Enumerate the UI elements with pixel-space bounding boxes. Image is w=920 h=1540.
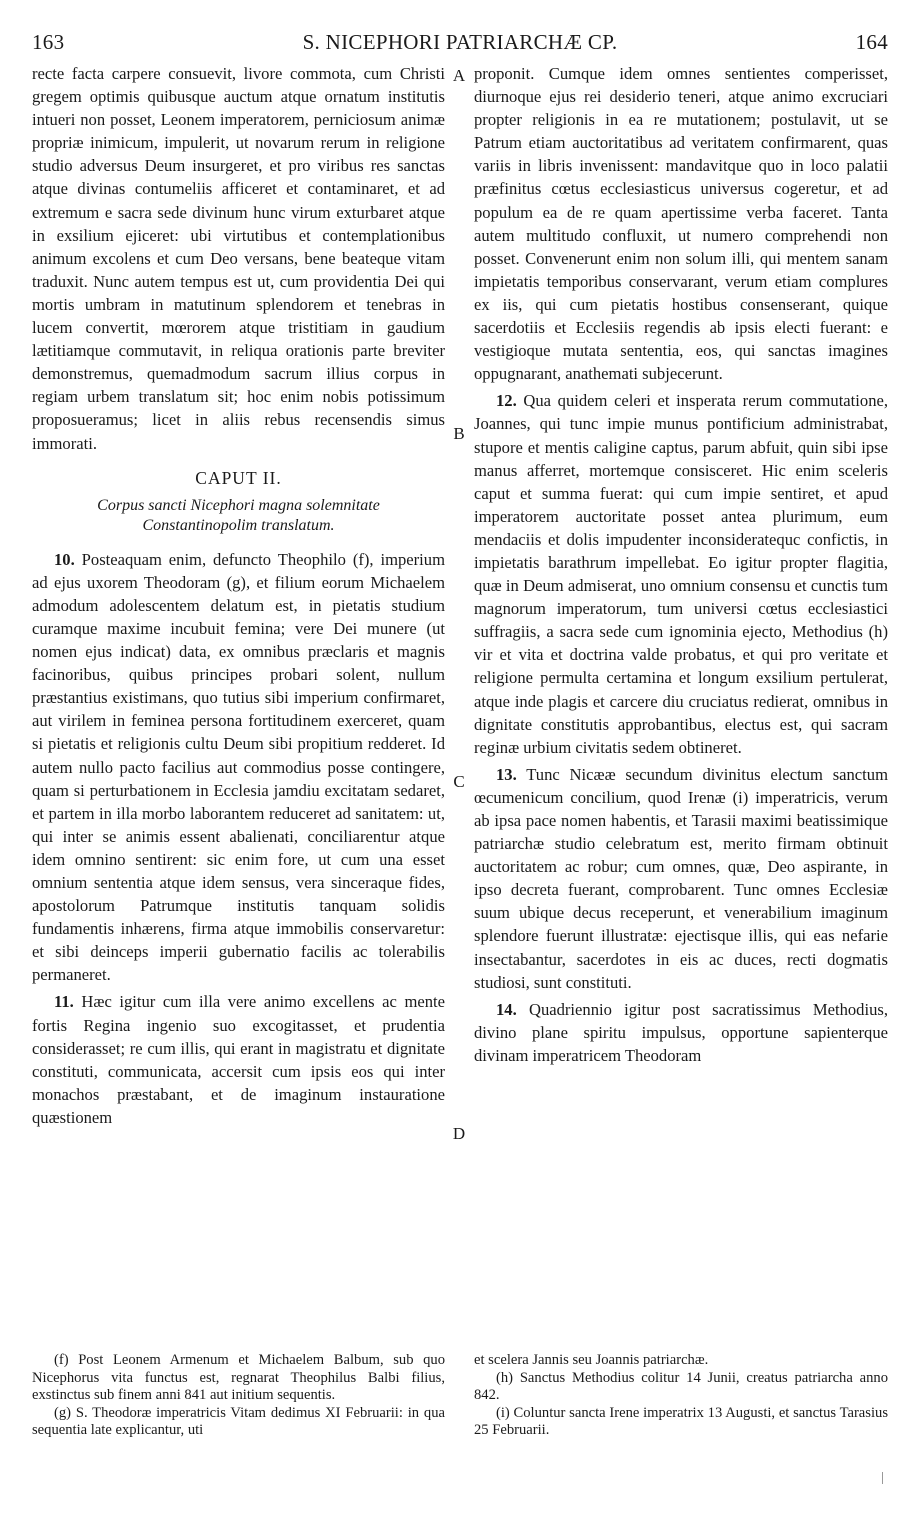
paragraph-14 [474,998,888,1067]
footnote-i: (i) Coluntur sancta Irene imperatrix 13 Augusti, et sanctus Tarasius 25 Februarii. [474,1404,888,1438]
paragraph-continuation: recte facta carpere consuevit, livore commota, cum Christi gregem optimis quibusque auctum atque ornatum institutis intueri non posset, Leonem imperatorem, perniciosum animæ propriæ inimicum, impulerit, ut novarum rerum in religione studio adversus Deum insurgeret, et pro viribus res sanctas atque divinas contumeliis afficeret et contaminaret, et ad extremum e sacra sede divinum hunc virum exturbaret atque in exsilium ejiceret: ubi virtutibus et contemplationibus animum excolens et cum Deo versans, bene beateque vitam traduxit. Nunc autem tempus est ut, cum providentia Dei qui mortis umbram in matutinum splendorem et tenebras in lucem convertit, mœrorem atque tristitiam in gaudium lætitiamque commutavit, in reliqua orationis parte breviter demonstremus, quemadmodum sacrum illius corpus in regiam urbem translatum sit; hoc enim nobis potissimum proposueramus; licet in aliis rebus recensendis simus immorati. [32,64,445,453]
footnotes-right [474,1352,888,1440]
paragraph-12 [474,389,888,759]
left-column [32,62,445,1129]
running-header [32,30,888,60]
paragraph-number: 12. [496,391,517,411]
page-number-left: 163 [32,30,65,54]
page-number-right: 164 [855,30,888,54]
paragraph-text: Qua quidem celeri et insperata rerum commutatione, Joannes, qui tunc impie munus pontificium administrabat, stupore et mentis caligine captus, parum abfuit, quin sibi ipse manus afferret, mortemque consisceret. Hic enim sceleris caput et summa fuerat: qui cum impie sentiret, et apud imperatorem auctoritate posset antea plurimum, eum mendaciis et dolis impudenter inconsideratequc confictis, in impietatis barathrum impellebat. Eo igitur propter flagitia, quæ in Deum admiserat, uno omnium consensu et cunctis tum magnorum imperatorum, tum universi cœtus ecclesiastici suffragiis, a sacra sede cum ignominia ejecto, Methodius (h) vir et vita et doctrina valde probatus, et qui pro veritate et religione permulta certamina et longum exsilium pertulerat, atque inde plagis et carcere diu cruciatus redierat, omnibus in dignitate constitutis approbantibus, electus est, qui sacram reginæ urbium civitatis sedem obtineret. [474,391,888,757]
paragraph-text: Tunc Nicææ secundum divinitus electum sanctum œcumenicum concilium, quod Irenæ (i) imperatricis, verum ab ipsa pace nomen habentis, et Tarasii maximi beatissimique patriarchæ studio celebratum est, merito firmam obtinuit auctoritatem ac robur; cum omnes, quæ, Deo aspirante, in ipso decreta fuerant, comprobarent. Tunc omnes Ecclesiæ suum ubique decus receperunt, et venerabilium imaginum splendore fuerunt illustratæ: ejectisque illis, qui eas nefarie insectabantur, sacerdotes in eis ac duces, recti dogmatis studiosi, sunt constituti. [474,764,888,992]
paragraph-13 [474,763,888,994]
paragraph-text: Quadriennio igitur post sacratissimus Methodius, divino plane spiritu impulsus, opportune sapienterque divinam imperatricem Theodoram [474,999,888,1065]
paragraph-text: Posteaquam enim, defuncto Theophilo (f), imperium ad ejus uxorem Theodoram (g), et filium eorum Michaelem admodum adolescentem delatum est, in pietatis studium curamque maxime incubuit femina; vere Dei munere (ut nomen ejus indicat) data, ex omnibus præclaris et magnis facinoribus, quibus principes probari solent, nullum præstantius existimans, quo tutius sibi imperium confirmaret, aut virilem in feminea persona fortitudinem exerceret, quam si pietatis et religionis cultu Deum sibi propitium redderet. Id autem nullo pacto facilius aut commodius posse contingere, quam si perturbationem in Ecclesia jamdiu excitatam sedaret, et partem in illa morbo laborantem reduceret ad sanitatem: ut, qui inter se animis essent abalienati, conciliarentur atque idem omnino sentirent: sic enim fore, ut cum una esset omnium sententia atque idem sensus, vera sinceraque fides, apostolorum Patrumque institutis tanquam solidis fundamentis inhærens, firma atque immobilis conservaretur: et sibi deinceps imperii gubernatio facilis ac tolerabilis permaneret. [32,549,445,985]
chapter-subtitle: Corpus sancti Nicephori magna solemnitate Constantinopolim translatum. [97,496,380,534]
paragraph-number: 14. [496,999,517,1019]
margin-letter-b: B [453,424,465,443]
footnotes-left [32,1352,445,1440]
margin-mark [882,1472,883,1484]
footnote-g-continuation: et scelera Jannis seu Joannis patriarchæ. [474,1352,709,1368]
footnote-g: (g) S. Theodoræ imperatricis Vitam dedimus XI Februarii: in qua sequentia late explicantur, uti [32,1404,445,1438]
running-title: S. NICEPHORI PATRIARCHÆ CP. [302,30,618,54]
paragraph-number: 13. [496,764,517,784]
paragraph-10 [32,548,445,987]
margin-letter-a: A [452,66,466,85]
margin-letter-c: C [453,772,465,791]
paragraph-number: 10. [54,549,75,569]
footnote-f: (f) Post Leonem Armenum et Michaelem Balbum, sub quo Nicephorus vita functus est, regnarat Theophilus Balbi filius, exstinctus sub finem anni 841 aut initium sequentis. [32,1352,445,1403]
paragraph-number: 11. [54,992,74,1012]
paragraph-continuation: proponit. Cumque idem omnes sentientes comperisset, diurnoque ejus rei desiderio teneri, atque animo excruciari propter religionis in ea re mutationem; postulavit, ut se Patrum etiam auctoritatibus ad veritatem confirmarent, quas variis in libris invenissent: mandavitque quo in loco palatii præfinitus cœtus ecclesiasticus universus cogeretur, et ad populum ea de re quam apertissime verba faceret. Tanta autem multitudo confluxit, ut numero comprehendi non posset. Convenerunt enim non solum illi, qui mentem sanam impietatis temporibus conservarant, verum etiam complures ex iis, qui cum pietatis hostibus consenserant, quique sacerdotiis et Ecclesiis regendis ab ipsis electi fuerant: e vestigioque mutata sententia, eos, qui sanctas imagines oppugnarant, anathemati subjecerunt. [474,64,888,384]
margin-letter-d: D [452,1124,466,1143]
paragraph-11 [32,990,445,1129]
chapter-title: CAPUT II. [195,467,282,488]
paragraph-text: Hæc igitur cum illa vere animo excellens ac mente fortis Regina ingenio suo excogitasset, et prudentia considerasset; re cum illis, qui erant in magistratu et dignitate constituti, communicata, accersit cum ipsis eos qui inter monachos præstabant, et de imaginum instauratione quæstionem [32,992,445,1127]
footnote-h: (h) Sanctus Methodius colitur 14 Junii, creatus patriarcha anno 842. [474,1369,888,1403]
right-column [474,62,888,1067]
